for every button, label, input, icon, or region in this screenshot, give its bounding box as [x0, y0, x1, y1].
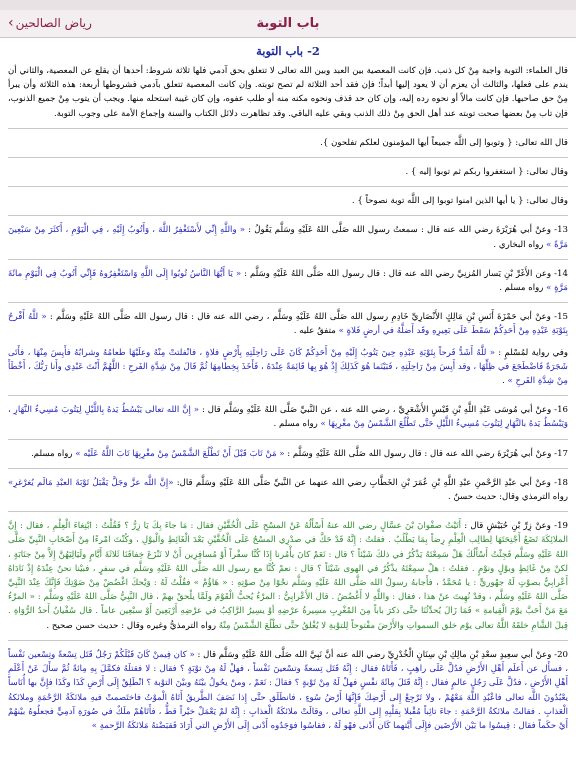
hadith-reference: رواه الترمذيُّ وغيره وقال : حديث حسن صحيح .	[46, 620, 219, 631]
hadith-reference: رواه مسلم .	[273, 419, 321, 430]
verse-3: وقال تعالى: { يا أيها الذين امنوا توبوا إلى اللَّه توبة نصوحاً } .	[351, 196, 568, 207]
hadith-prefix: 15- وعنْ أبي حَمْزَةَ أَنَسِ بْنِ مَالِكٍ الأَنْصَارِيِّ خَادِمِ رسول الله صَلَّى اللهُ عَلَيْهِ وسَلَّم ، رضي الله عنه قال : قال رسول الله صَلَّى اللهُ عَلَيْهِ وسَلَّم :	[46, 312, 568, 323]
hadith-reference: .	[502, 376, 508, 387]
divider	[8, 468, 568, 469]
hadith-matn: «إِنَّ اللَّه عزَّ وجَلَّ يَقْبَلُ تَوْبَةَ العبْدِ مَالَم يُغرْغرِ»	[8, 477, 174, 488]
hadith-18	[8, 476, 568, 504]
hadith-matn: « يَا أَيُّهَا النَّاسُ تُوبُوا إِلَى اللَّهِ وَاسْتَغْفِرُوهُ فَإِنِّي أَتُوبُ فِي الْيَوْمِ مائَةَ مَرَّةٍ »	[8, 268, 568, 294]
hadith-prefix: 16- وعنْ أبي مُوسَى عَبْدِ اللَّهِ بْنِ قَيْسٍ الأَشْعَرِيِّ ، رضي الله عنه ، عن النَّبيِّ صَلَّى اللهُ عَلَيْهِ وسَلَّم قال :	[199, 405, 568, 416]
navigation-bar	[0, 10, 576, 38]
hadith-reference: رواه الترمذي وقال: حديث حسنٌ .	[448, 492, 568, 503]
page-title: باب التوبة	[256, 16, 320, 31]
hadith-prefix: 13- وعنْ أبي هُرَيْرَةَ رضي الله عنه قال : سمعتُ رسول الله صَلَّى اللهُ عَلَيْهِ وسَلَّم يَقُولُ :	[245, 225, 568, 236]
divider	[8, 186, 568, 187]
divider	[8, 395, 568, 396]
hadith-prefix: 17- وعنْ أبي هُرَيْرَةَ رضي الله عنه قال : قال رسول الله صَلَّى اللهُ عَلَيْهِ وسَلَّم :	[284, 448, 568, 459]
divider	[8, 640, 568, 641]
hadith-matn: « إِنَّ الله تعالى يَبْسُطُ يَدهُ بِاللَّيْلِ لِيَتُوبَ مُسِيءُ النَّهَارِ ، وَيَبْسُطُ يَدهُ بالنَّهَارِ لِيَتُوبَ مُسِيءُ اللَّيْلِ حَتَّى تَطْلُعَ الشَّمْسُ مِنْ مغْرِبِهَا »	[8, 405, 568, 430]
hadith-prefix: 20- وعنْ أبي سعِيدٍ سعْدِ بْنِ مالِكِ بْنِ سِنَانٍ الْخُدْرِيِّ رضي الله عنه أنَّ نَبِيَّ الله صَلَّى اللهُ عَلَيْهِ وسَلَّم قال :	[194, 649, 568, 660]
hadith-matn: « مَنْ تَابَ قَبْلَ أَنْ تَطْلُعَ الشَّمْسُ مِنْ مغْرِبِهَا تَابَ اللَّهُ عَلَيْه »	[75, 448, 285, 459]
verse-1: قال الله تعالى: { وتوبوا إلى اللَّه جميعاً أيها المؤمنون لعلكم تفلحون }.	[320, 137, 568, 148]
hadith-prefix: 19- وعنْ زِرِّ بْنِ حُبَيْشٍ قال :	[461, 521, 568, 532]
hadith-15-muslim	[8, 346, 568, 389]
status-bar	[0, 0, 576, 10]
hadith-reference: متفقٌ عليه .	[293, 326, 339, 337]
hadith-prefix: وفي رواية لمُسْلمٍ :	[494, 347, 568, 358]
chapter-title: 2- باب التوبة	[256, 44, 320, 58]
intro-paragraph: قال العلماء: التوبة واجبة مِنْ كل ذنب. فإن كانت المعصية بين العبد وبين الله تعالى لا تتعلق بحق آدمي فلها ثلاثة شروط: أحدها أن يقلع عن المعصية، والثاني أن يندم على فعلها، والثالث أن يعزم أن لا يعود إليها أبداً؛ فإن فقد أحد الثلاثة لم تصح توبته. وإن كانت المعصية تتعلق بآدمي فشروطها أربعة: هذه الثلاثة وأن يبرأ مِنْ حق صاحبها. فإن كانت مالاً أو نحوه رده إليه، وإن كان حد قذف ونحوه مكنه منه أو طلب عفوه، وإن كان غيبة استحله منها. ويجب أن يتوب مِنْ جميع الذنوب، فإن تاب مِنْ بعضها صحت توبته عند أهل الحق مِنْ ذلك الذنب وبقي عليه الباقي. وقد تظاهرت دلائل الكتاب والسنة وإجماع الأمة على وجوب التوبة.	[8, 66, 568, 119]
back-button-label: رياض الصالحين	[15, 16, 92, 30]
hadith-reference: رواه البخاري .	[493, 239, 547, 250]
hadith-reference: رواه مسلم .	[499, 283, 547, 294]
divider	[8, 157, 568, 158]
hadith-matn: « للَّهُ أَشَدُّ فَرحاً بِتَوْبَةِ عَبْدِهِ حِينَ يَتُوبُ إِلَيْهِ مِنْ أَحَدِكُمْ كَانَ عَلَى رَاحِلَتِهِ بِأَرْضٍ فلاةٍ ، فانْفلتتْ مِنْهُ وعلَيْهَا طعامُهُ وشرابُهُ فأَيِسَ مِنْهَا ، فأَتَى شَجَرَةً فَاضْطَجَعَ في ظِلِّهَا ، وقد أَيِسَ مِنْ رَاحِلَتِهِ ، فَبَيْنَما هُوَ كَذَلِكَ إِذْ هُوَ بِها قَائِمَةً عِنْدَهُ ، فَأَخَذَ بِخِطامِهَا ثُمَّ قَالَ مِنْ شِدَّةِ الفَرحِ : اللَّهُمَّ أَنْتَ عَبْدِي وأَنا رَبُّكَ ، أَخْطَأَ مِنْ شِدَّةِ الفَرحِ »	[8, 347, 568, 387]
hadith-matn: « للَّهُ أَفْرحُ بِتَوْبَةِ عَبْدِهِ مِنْ أَحَدِكُمْ سَقَطَ عَلَى بَعِيرِهِ وقَد أَضلَّهُ في أرضٍ فَلاةٍ »	[8, 312, 568, 337]
hadith-reference: رواه مسلم.	[31, 448, 76, 459]
verse-2: وقال تعالى: { استغفروا ربكم ثم توبوا إليه } .	[405, 167, 568, 178]
divider	[8, 259, 568, 260]
hadith-prefix: 14- وعن الأَغَرِّ بْنِ يَسار المُزنِيِّ رضي الله عنه قال : قال رسول الله صَلَّى اللهُ عَلَيْهِ وسَلَّم :	[241, 268, 568, 279]
divider	[8, 439, 568, 440]
hadith-20	[8, 648, 568, 733]
hadith-16	[8, 403, 568, 431]
hadith-prefix: 18- وعنْ أبي عبْدِ الرَّحْمنِ عبْدِ اللَّهِ بْنِ عُمَرَ بْنِ الخَطَّابِ رضي الله عنهما عن النَّبيِّ صَلَّى اللهُ عَلَيْهِ وسَلَّم قال:	[173, 477, 568, 488]
hadith-matn: « واللَّهِ إِنِّي لأَسْتَغْفِرُ اللَّهَ ، وَأَتُوبُ إِلَيْهِ ، فِي الْيَوْمِ ، أَكثَرَ مِنْ سَبْعِينَ مَرَّةً »	[8, 225, 568, 250]
divider	[8, 128, 568, 129]
chevron-left-icon: ‹	[8, 15, 14, 31]
hadith-19	[8, 519, 568, 633]
divider	[8, 215, 568, 216]
hadith-17	[8, 447, 568, 461]
divider	[8, 302, 568, 303]
hadith-13	[8, 223, 568, 251]
hadith-14	[8, 267, 568, 295]
divider	[8, 511, 568, 512]
hadith-matn: أَتَيْتُ صفْوانَ بْنَ عسَّالٍ رضي الله عنهُ أَسْأَلُهُ عَنْ المسْحِ عَلَى الْخُفَّيْنِ فقال : مَا جاءَ بِكَ يَا زِرُّ ؟ فَقُلْتُ : ابْتِغاءَ الْعِلْمِ ، فقال : إِنَّ الملائِكَةَ تَضَعُ أَجْنِحَتَهَا لِطالِب الْعِلْمِ رِضاً بِمَا يَطْلُبُ . فقلتُ : إِنَّهُ قَدْ حَكَّ في صدْرِي المسْحُ عَلَى الْخُفَّيْنِ بَعْدَ الْغَائِطِ والْبوْلِ ، وكُنْتَ امْرءًا مِنْ أَصْحَابِ النَّبِيِّ صَلَّى اللهُ عَلَيْهِ وسَلَّم فَجِئْتُ أَسْأَلُكَ هَلْ سَمِعْتَهُ يَذْكُرُ في ذلكَ شَيْئاً ؟ قال : نَعَمْ كانَ يأْمُرنا إِذَا كُنَّا سفْراً أَوْ مُسافِرِين أَنْ لا نَنْزَعَ خِفافَنَا ثَلاثَةَ أَيَّامٍ ولَيَالِيَهُنَّ إِلاَّ مِنْ جنَابَةٍ ، لكنْ مِنْ غَائِطٍ وبوْلٍ ونوْمٍ . فقلتُ : هلْ سمِعْتَهُ يذْكُرُ في الهوى شَيْئاً ؟ قال : نعمْ كُنَّا مع رسول الله صَلَّى اللهُ عَلَيْهِ وسَلَّم في سفرٍ ، فبيْنا نحنُ عِنْدَهُ إِذْ نَادَاهُ أَعْرابِيٌّ بصوْتٍ لَهُ جهْوريٍّ : يا مُحَمَّدُ ، فأَجابهُ رسولُ الله صَلَّى اللهُ عَلَيْهِ وسَلَّم نحْوًا مِنْ صوْتِهِ : « هَاؤُمْ » فقُلْتُ لَهُ : وَيْحكَ اغْضُضْ مِنْ صَوْتِكَ فَإِنَّكَ عِنْدَ النَّبِيِّ صَلَّى اللهُ عَلَيْهِ وسَلَّم ، وقدْ نُهِيتَ عنْ هذا ، فقال : واللَّهِ لا أَغْضُضُ . قال الأَعْرابِيُّ : المرْءُ يُحبُّ الْقَوْمَ ولَمَّا يلْحقْ بهمْ ، قال النَّبِيُّ صَلَّى اللهُ عَلَيْهِ وسَلَّم : « المرْءُ مَعَ مَنْ أَحَبَّ يوْمَ الْقِيامةِ » فَمَا زَالَ يُحدِّثُنَا حتَّى ذكرَ باباً مِنَ المْغْرِبِ مسِيرةُ عرْضِهِ أوْ يسِيرُ الرَّاكِبُ في عرْضِهِ أَرْبَعِينَ أَوْ سبْعِين عاماً . قال سُفْيانُ أَحدُ الرُّوَاةِ . قِبلَ الشَّامِ خلقَهُ اللَّهُ تعالى يوْم خلق السمواتِ والأَرْضَ مفْتوحاً لِلتوْبةِ لا يُغْلقُ حتَّى تطْلُعَ الشَّمْسُ مِنْهُ	[8, 521, 568, 631]
hadith-matn: « كان فِيمنْ كَانَ قَبْلَكُمْ رَجُلٌ قَتَل تِسْعةً وتِسْعين نَفْساً ، فسأَل عن أَعلَم أَهْلِ الأَرْضِ فدُلَّ عَلَى راهِبٍ ، فَأَتَاهُ فقال : إِنَّهُ قَتَل تِسعةً وتسْعينَ نَفْساً ، فهلْ لَهُ مِنْ توْبَةٍ ؟ فقال : لا فقتلَهُ فكمَّلَ بِهِ مِائةً ثُمَّ سأَلَ عَنْ أَعْلَمِ أَهْلِ الأَرْضِ ، فدُلَّ عَلَى رَجُلٍ عالمٍ فقال : إِنَّهُ قَتَلَ مِائَةَ نفْسٍ فهلْ لَهُ مِنْ تَوْبةٍ ؟ فقالَ : نَعَمْ ، ومنْ يحُولُ بيْنَهُ وبيْنَ التوْبة ؟ انْطَلِقْ إِلَى أَرْضِ كَذَا وكَذَا فإِنَّ بها أُنَاساً يعْبُدُونَ اللَّه تعالى فاعْبُدِ اللَّهَ مَعْهُمْ ، ولا تَرْجِعْ إِلى أَرْضِكَ فَإِنَّهَا أَرْضُ سُوءٍ ، فانطَلَق حتَّى إِذا نَصَفَ الطَّريقُ أَتَاهُ الْموْتُ فاختَصمتْ فيهِ ملائكَةُ الرَّحْمَةِ وملائكةُ الْعَذابِ . فقالتْ ملائكةُ الرَّحْمَةِ : جاءَ تائِباً مُقْبلا بِقلْبِهِ إِلى اللَّهِ تعالى ، وقالَتْ ملائكَةُ الْعذابِ : إِنَّهُ لمْ يَعْمَلْ خيْراً قطُّ ، فأَتَاهُمْ ملَكٌ في صُورَةِ آدمِيٍّ فجعلُوهُ بيْنهُمْ أَيْ حكَماً فقال : قِيسُوا ما بَيْن الأَرْضَين فإِلَى أَيَّتهما كَان أَدْنى فهْو لَهُ ، فقاسُوا فوَجَدُوه أَدْنى إِلَى الأَرْضِ التي أَرَادَ فَقبَضْتهُ مَلائكَةُ الرَّحمةِ »	[8, 649, 568, 731]
chapter-content[interactable]	[8, 40, 568, 768]
hadith-15	[8, 310, 568, 338]
